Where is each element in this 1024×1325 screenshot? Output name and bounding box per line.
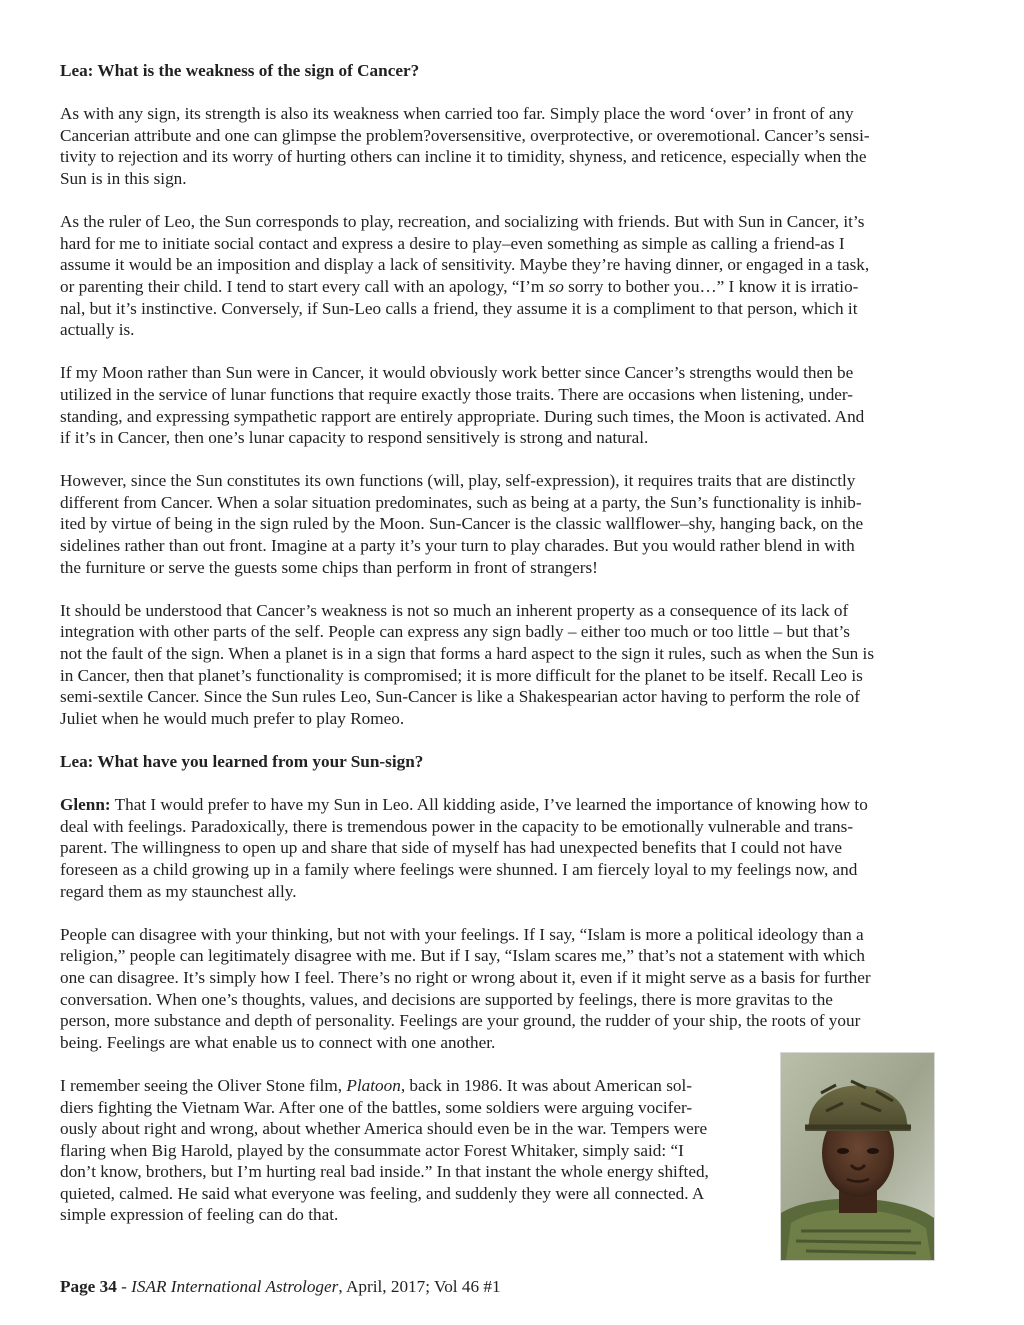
text-line: [60, 103, 965, 125]
footer-issue: , April, 2017; Vol 46 #1: [338, 1277, 501, 1296]
line-text-rest: , back in 1986. It was about American sol-: [400, 1075, 692, 1095]
line-text: if it’s in Cancer, then one’s lunar capacity to respond sensitively is strong and natural.: [60, 428, 649, 448]
text-line: [60, 708, 965, 730]
line-text: being. Feelings are what enable us to connect with one another.: [60, 1032, 496, 1052]
text-line: [60, 945, 965, 967]
question-heading: [60, 60, 965, 82]
footer-page-label: Page 34: [60, 1277, 117, 1296]
line-text: deal with feelings. Paradoxically, there is tremendous power in the capacity to be emotionally vulnerable and trans-: [60, 816, 854, 836]
line-text: regard them as my staunchest ally.: [60, 881, 297, 901]
text-line: [60, 989, 965, 1011]
text-line: [60, 665, 965, 687]
line-text: or parenting their child. I tend to start every call with an apology, “I’m: [60, 276, 549, 296]
line-text: People can disagree with your thinking, but not with your feelings. If I say, “Islam is more a political ideology than a: [60, 924, 864, 944]
line-text: don’t know, brothers, but I’m hurting real bad inside.” In that instant the whole energy shifted,: [60, 1162, 709, 1182]
text-line: [60, 146, 965, 168]
soldier-portrait-image: [781, 1053, 934, 1260]
line-text: quieted, calmed. He said what everyone was feeling, and suddenly they were all connected. A: [60, 1183, 705, 1203]
text-line: [60, 298, 965, 320]
line-text: actually is.: [60, 320, 135, 340]
line-text: standing, and expressing sympathetic rapport are entirely appropriate. During such times, the Moon is activated. And: [60, 406, 865, 426]
line-text: Lea: What have you learned from your Sun-sign?: [60, 752, 424, 771]
line-text: Juliet when he would much prefer to play Romeo.: [60, 708, 405, 728]
text-line: [60, 1032, 965, 1054]
line-text-rest: sorry to bother you…” I know it is irratio-: [563, 276, 859, 296]
text-line: [60, 1010, 965, 1032]
line-text: not the fault of the sign. When a planet is in a sign that forms a hard aspect to the sign it rules, such as when the Sun is: [60, 644, 875, 664]
text-line: [60, 837, 965, 859]
line-text: utilized in the service of lunar functions that require exactly those traits. There are occasions when listening, under-: [60, 384, 854, 404]
text-line: [60, 168, 965, 190]
line-text: assume it would be an imposition and display a lack of sensitivity. Maybe they’re having dinner, or engaged in a task,: [60, 255, 870, 275]
line-text: sidelines rather than out front. Imagine at a party it’s your turn to play charades. But you would rather blend in with: [60, 536, 855, 556]
text-line: [60, 600, 965, 622]
line-text: As the ruler of Leo, the Sun corresponds to play, recreation, and socializing with friends. But with Sun in Cancer, it’s: [60, 212, 865, 232]
line-text: ited by virtue of being in the sign ruled by the Moon. Sun-Cancer is the classic wallflower–shy, hanging back, on the: [60, 514, 864, 534]
footer-separator: -: [116, 1277, 132, 1296]
text-line: [60, 233, 965, 255]
text-line: [60, 513, 965, 535]
line-text: in Cancer, then that planet’s functionality is compromised; it is more difficult for the planet to be itself. Recall Leo is: [60, 665, 863, 685]
page-footer: [60, 1276, 501, 1298]
text-line: [60, 492, 965, 514]
text-line: [60, 621, 965, 643]
line-text: I remember seeing the Oliver Stone film,: [60, 1075, 347, 1095]
text-line: [60, 319, 965, 341]
line-text: conversation. When one’s thoughts, values, and decisions are supported by feelings, there is more gravitas to the: [60, 989, 833, 1009]
text-line: [60, 967, 965, 989]
question-heading: [60, 751, 965, 773]
line-text: Sun is in this sign.: [60, 168, 187, 188]
line-text: It should be understood that Cancer’s weakness is not so much an inherent property as a consequence of its lack of: [60, 600, 849, 620]
footer-magazine-title: ISAR International Astrologer: [131, 1277, 339, 1296]
text-line: [60, 535, 965, 557]
text-line: [60, 362, 965, 384]
line-text: one can disagree. It’s simply how I feel. There’s no right or wrong about it, even if it might serve as a basis for further: [60, 967, 871, 987]
text-line: [60, 794, 965, 816]
line-text: different from Cancer. When a solar situation predominates, such as being at a party, the Sun’s functionality is inhib-: [60, 492, 862, 512]
speaker-label: Glenn:: [60, 795, 111, 815]
line-text: simple expression of feeling can do that.: [60, 1205, 339, 1225]
line-text: nal, but it’s instinctive. Conversely, if Sun-Leo calls a friend, they assume it is a compliment to that person, which it: [60, 298, 858, 318]
line-text: If my Moon rather than Sun were in Cancer, it would obviously work better since Cancer’s strengths would then be: [60, 363, 854, 383]
text-line: [60, 125, 965, 147]
line-text: integration with other parts of the self. People can express any sign badly – either too much or too little – but that’s: [60, 622, 850, 642]
text-line: [60, 427, 965, 449]
text-line: [60, 859, 965, 881]
text-line: [60, 211, 965, 233]
line-text: the furniture or serve the guests some chips than perform in front of strangers!: [60, 557, 598, 577]
line-text: Lea: What is the weakness of the sign of Cancer?: [60, 61, 420, 80]
text-line: [60, 643, 965, 665]
line-text: tivity to rejection and its worry of hurting others can incline it to timidity, shyness, and reticence, especially when the: [60, 147, 867, 167]
line-text: religion,” people can legitimately disagree with me. But if I say, “Islam scares me,” that’s not a statement with which: [60, 946, 866, 966]
text-line: [60, 686, 965, 708]
soldier-photo: [780, 1052, 935, 1261]
text-line: [60, 881, 965, 903]
italic-emphasis: so: [548, 276, 564, 296]
text-line: [60, 276, 965, 298]
line-text: Cancerian attribute and one can glimpse the problem?oversensitive, overprotective, or overemotional. Cancer’s sensi-: [60, 125, 870, 145]
line-text: As with any sign, its strength is also its weakness when carried too far. Simply place the word ‘over’ in front of any: [60, 104, 854, 124]
text-line: [60, 557, 965, 579]
text-line: [60, 406, 965, 428]
line-text: parent. The willingness to open up and share that side of myself has had unexpected benefits that I could not have: [60, 838, 842, 858]
line-text: That I would prefer to have my Sun in Leo. All kidding aside, I’ve learned the importance of knowing how to: [110, 795, 868, 815]
film-title: Platoon: [346, 1075, 401, 1095]
text-line: [60, 254, 965, 276]
text-line: [60, 924, 965, 946]
line-text: semi-sextile Cancer. Since the Sun rules Leo, Sun-Cancer is like a Shakespearian actor having to perform the role of: [60, 687, 860, 707]
line-text: flaring when Big Harold, played by the consummate actor Forest Whitaker, simply said: “I: [60, 1140, 684, 1160]
text-line: [60, 384, 965, 406]
line-text: foreseen as a child growing up in a family where feelings were shunned. I am fiercely loyal to my feelings now, and: [60, 859, 858, 879]
line-text: person, more substance and depth of personality. Feelings are your ground, the rudder of your ship, the roots of your: [60, 1011, 861, 1031]
text-line: [60, 816, 965, 838]
line-text: However, since the Sun constitutes its own functions (will, play, self-expression), it requires traits that are distinctly: [60, 471, 856, 491]
line-text: ously about right and wrong, about whether America should even be in the war. Tempers were: [60, 1119, 708, 1139]
text-line: [60, 470, 965, 492]
line-text: hard for me to initiate social contact and express a desire to play–even something as simple as calling a friend-as I: [60, 233, 845, 253]
line-text: diers fighting the Vietnam War. After one of the battles, some soldiers were arguing vocifer-: [60, 1097, 693, 1117]
